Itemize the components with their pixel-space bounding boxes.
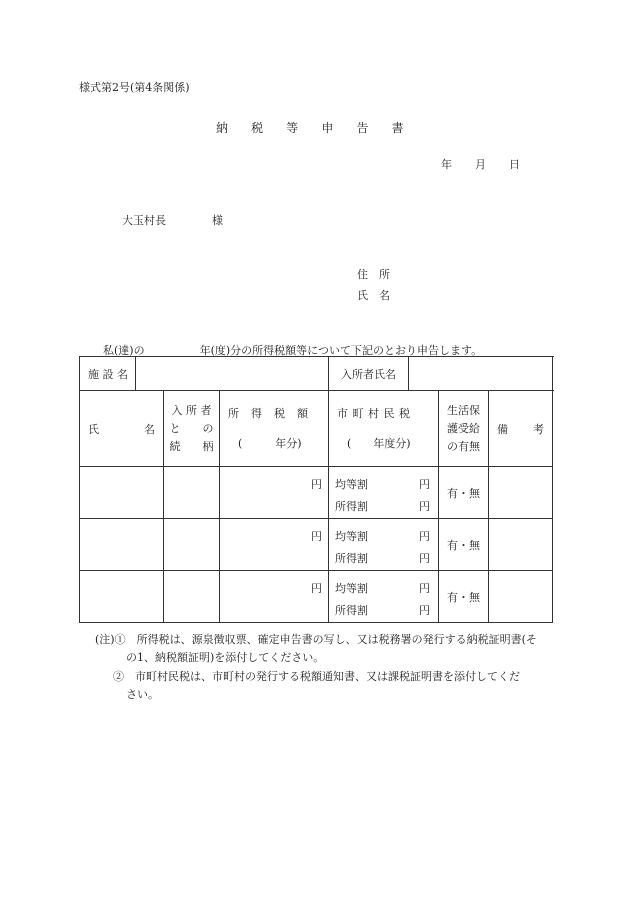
title-char: 等 [286,121,299,135]
table-row [80,519,553,571]
cell-relation[interactable] [164,571,220,623]
cell-remarks[interactable] [489,467,553,519]
title-char: 申 [321,121,334,135]
header-name: 氏 名 [80,391,164,467]
cell-relation[interactable] [164,467,220,519]
table-row [80,571,553,623]
cell-name[interactable] [80,519,164,571]
declaration-suffix: 年(度)分の所得税額等について下記のとおり申告します。 [199,344,483,357]
title-char: 告 [356,121,369,135]
name-label: 氏 名 [357,289,390,302]
cell-remarks[interactable] [489,519,553,571]
facility-input[interactable] [136,357,329,391]
cell-welfare[interactable]: 有・無 [439,467,489,519]
table-header-row [80,391,553,467]
note-2-line-2: さい。 [126,688,159,701]
cell-income-tax[interactable]: 円 [220,467,329,519]
header-income-tax: 所 得 税 額 ( 年分) [220,391,329,467]
cell-welfare[interactable]: 有・無 [439,519,489,571]
note-1-line-2: の1、納税額証明)を添付してください。 [126,651,325,664]
header-welfare: 生活保 護受給 の有無 [439,391,489,467]
cell-municipal-tax[interactable]: 均等割 円 所得割 円 [329,467,439,519]
table-row [80,467,553,519]
cell-municipal-tax[interactable]: 均等割 円 所得割 円 [329,519,439,571]
cell-remarks[interactable] [489,571,553,623]
document-title [216,119,427,136]
date-line [441,156,543,172]
note-2-line-1: ② 市町村民税は、市町村の発行する税額通知書、又は課税証明書を添付してくだ [113,670,520,683]
date-month: 月 [475,158,486,171]
facility-label: 施 設 名 [80,357,136,391]
cell-name[interactable] [80,571,164,623]
date-day: 日 [509,158,520,171]
form-number: 様式第2号(第4条関係) [79,81,190,94]
cell-welfare[interactable]: 有・無 [439,571,489,623]
addressee [122,212,223,228]
title-char: 書 [391,121,404,135]
resident-label: 入所者氏名 [329,357,409,390]
cell-income-tax[interactable]: 円 [220,519,329,571]
header-relation: 入 所 者 と の 続 柄 [164,391,220,467]
header-municipal-tax: 市 町 村 民 税 ( 年度分) [329,391,439,467]
cell-relation[interactable] [164,519,220,571]
header-remarks: 備 考 [489,391,553,467]
date-year: 年 [441,158,452,171]
addressee-name: 大玉村長 [122,214,166,227]
title-char: 納 [216,121,229,135]
declaration-table [79,356,553,623]
cell-municipal-tax[interactable]: 均等割 円 所得割 円 [329,571,439,623]
resident-input[interactable] [409,357,552,390]
declaration-prefix: 私(達)の [103,344,145,357]
title-char: 税 [251,121,264,135]
cell-income-tax[interactable]: 円 [220,571,329,623]
table-row-facility [80,357,553,391]
note-1-line-1: (注)① 所得税は、源泉徴収票、確定申告書の写し、又は税務署の発行する納税証明書(そ [95,633,537,646]
address-label: 住 所 [357,268,390,281]
cell-name[interactable] [80,467,164,519]
addressee-honorific: 様 [212,214,223,227]
